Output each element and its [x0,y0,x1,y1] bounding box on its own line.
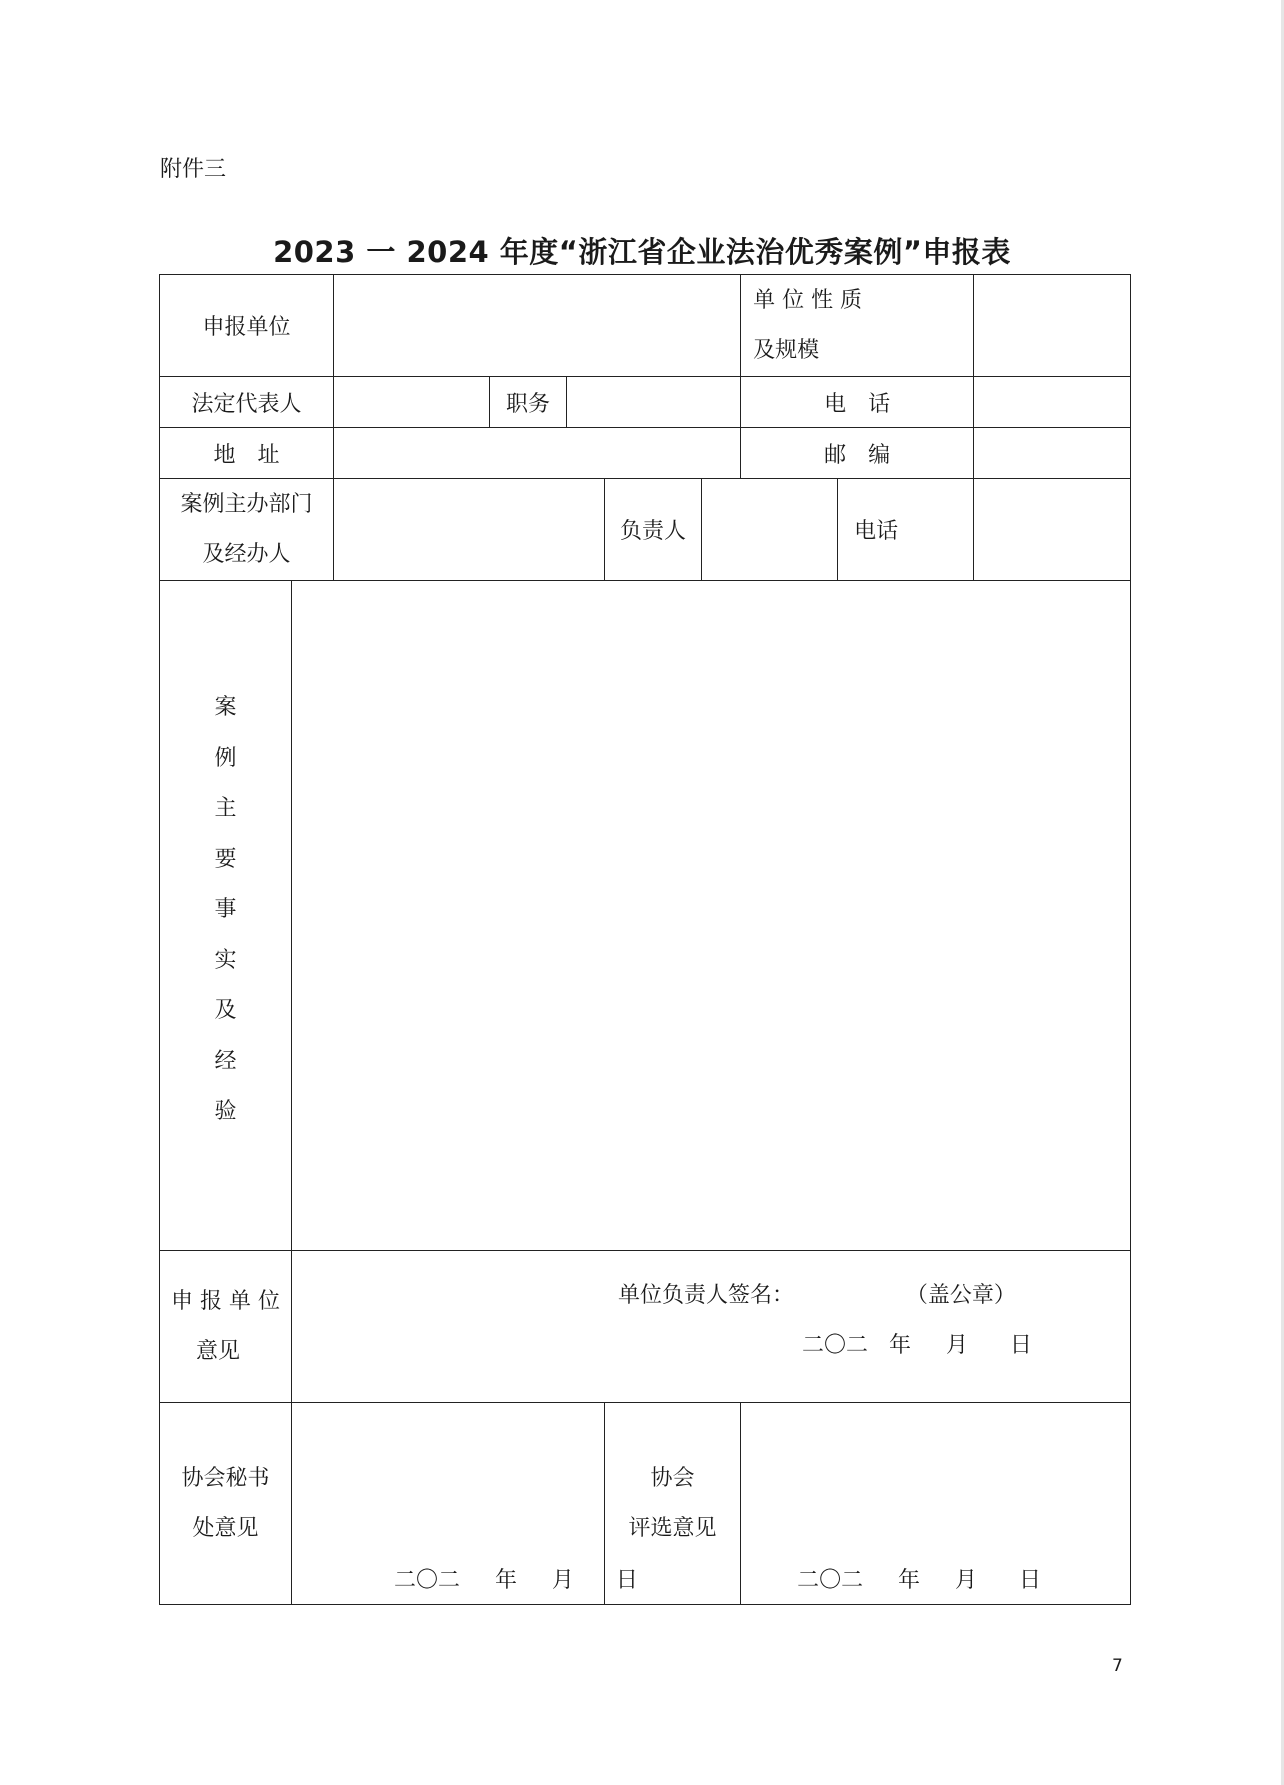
secretariat-label-line2: 处意见 [192,1515,259,1541]
unit-nature-value[interactable] [974,275,1131,377]
phone-value[interactable] [974,377,1131,428]
secretariat-opinion-label [160,1403,292,1605]
postcode-value[interactable] [974,428,1131,479]
address-value[interactable] [334,428,741,479]
applicant-opinion-label-line2: 意见 [196,1338,241,1364]
unit-nature-label [741,275,974,377]
case-facts-label [160,581,292,1251]
signature-line: 单位负责人签名： （盖公章） [618,1282,1016,1308]
row-applicant-opinion [160,1251,1131,1403]
position-label: 职务 [490,377,567,428]
case-facts-char: 例 [214,745,237,771]
case-facts-char: 事 [214,897,237,923]
signature-area [292,1252,1130,1402]
unit-nature-label-line1: 单 位 性 质 [753,287,863,313]
case-facts-char: 要 [214,846,237,872]
applicant-opinion-value[interactable] [292,1251,1131,1403]
phone-label: 电 话 [741,377,974,428]
applicant-value[interactable] [334,275,741,377]
applicant-label: 申报单位 [160,275,334,377]
page-number: 7 [1112,1656,1123,1676]
committee-opinion-area [741,1404,1130,1604]
unit-nature-label-line2: 及规模 [753,337,820,363]
legal-rep-value[interactable] [334,377,490,428]
secretariat-label-line1: 协会秘书 [181,1465,270,1491]
row-applicant [160,275,1131,377]
row-address [160,428,1131,479]
committee-label-line2: 评选意见 [628,1515,717,1541]
row-case-facts [160,581,1131,1251]
applicant-opinion-label-line1: 申 报 单 位 [171,1288,280,1314]
case-facts-char: 主 [214,796,237,822]
opinion-date: 二〇二 年 月 日 [802,1332,1032,1358]
case-facts-char: 实 [214,947,237,973]
applicant-opinion-label [160,1251,292,1403]
committee-opinion-value[interactable] [741,1403,1131,1605]
annex-label: 附件三 [160,157,227,182]
application-form-table [159,274,1131,1605]
case-facts-char: 及 [214,998,237,1024]
case-facts-value[interactable] [292,581,1131,1251]
secretariat-opinion-area [292,1404,638,1604]
legal-rep-label: 法定代表人 [160,377,334,428]
responsible-person-value[interactable] [702,479,838,581]
address-label: 地 址 [160,428,334,479]
secretariat-opinion-value[interactable] [292,1403,638,1605]
case-facts-char: 验 [214,1099,237,1125]
row-review [160,1403,1131,1605]
case-dept-label-line1: 案例主办部门 [180,491,313,517]
row-case-dept [160,479,1131,581]
postcode-label: 邮 编 [741,428,974,479]
form-title: 2023 一 2024 年度“浙江省企业法治优秀案例”申报表 [273,235,1011,269]
dept-phone-value[interactable] [974,479,1131,581]
dept-phone-label: 电话 [838,479,974,581]
case-dept-label-line2: 及经办人 [202,541,291,567]
case-facts-char: 案 [214,695,237,721]
committee-label-line1: 协会 [650,1465,695,1491]
committee-date: 二〇二 年 月 日 [797,1567,1041,1593]
case-dept-value[interactable] [334,479,605,581]
secretariat-date: 二〇二 年 月 日 [394,1567,638,1593]
position-value[interactable] [567,377,741,428]
case-facts-char: 经 [214,1048,237,1074]
row-legal-rep [160,377,1131,428]
case-dept-label [160,479,334,581]
responsible-person-label: 负责人 [605,479,702,581]
